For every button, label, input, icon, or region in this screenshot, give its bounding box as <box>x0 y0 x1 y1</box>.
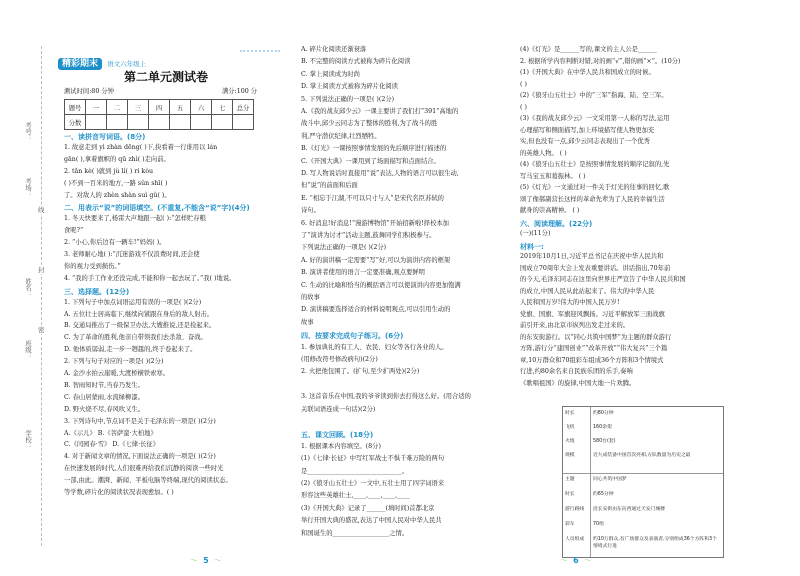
cut-mark-line: 线 <box>38 206 45 214</box>
question-line: gān( ),拿着旗帜的 qū zhì( )走向前。 <box>64 155 170 163</box>
question-line: 是______________________________。 <box>301 467 409 475</box>
question-line: 食呢?” <box>64 227 84 235</box>
question-line: 5. 下列说法正确的一项是( )(2分) <box>301 95 395 103</box>
question-line: 2. 火把他包围了。(扩句,至少扩两处)(2分) <box>301 368 420 376</box>
question-line: 1. 故意走到 yì zhàn dēng( )下,抉看着一行谁用以 lán <box>64 143 218 151</box>
page-number-left: 5 <box>203 556 209 565</box>
question-line: 党旗、国旗、军旗迎风飘扬。习近平解放军三面战旗 <box>520 310 665 318</box>
score-header-cell: 六 <box>191 100 212 115</box>
question-line: A.《示儿》 B.《菩萨蛮·大柏地》 <box>64 429 157 437</box>
section-heading: 材料一: <box>520 242 544 251</box>
cut-mark-secret: 密 <box>38 326 45 334</box>
section-heading: 五、课文回顾。(18分) <box>301 431 374 440</box>
question-line: 《歌唱祖国》的旋律,中国大地一片欢腾。 <box>520 379 636 387</box>
side-label-id: 考号： <box>24 122 32 142</box>
info-value: 约10万群众,有广场群众及表演者,分别组成36个方阵和3个情境式行进 <box>593 537 717 549</box>
score-table <box>64 99 254 130</box>
question-line: 6. 好消息!好消息!“漫游博物馆”开始招新啦!择校本加 <box>301 219 449 227</box>
question-line: A. 五位壮士居高临下,继续向紧跟在身后的敌人射击。 <box>64 310 214 318</box>
info-value: 160余架 <box>593 425 612 430</box>
question-line: 2019年10月1日,习近平总书记在庆祝中华人民共和 <box>520 253 664 260</box>
question-line: 的东安街游行。以“同心共筑中国梦”为主题的群众游行 <box>520 333 672 341</box>
question-line: 的英雄人物。 ( ) <box>520 149 567 157</box>
question-line: 实,但也没有一点,邱少云同志表现出了一个优秀 <box>520 138 650 145</box>
info-label: 时长 <box>565 411 575 416</box>
question-line: (用修改符号修改病句)(2分) <box>301 356 378 363</box>
question-line: 行进,约80余名来自民族乐团的乐手,奏响 <box>520 368 633 375</box>
info-label: 彩车 <box>565 522 575 527</box>
section-heading: 四、按要求完成句子练习。(6分) <box>301 332 404 341</box>
section-heading: 三、选择题。(12分) <box>64 287 130 296</box>
question-line: 4. “我的手工作业还没完成,不能和你一起去玩了。”我( )地说。 <box>64 274 236 282</box>
section-heading: 一、读拼音写词语。(8分) <box>64 133 146 141</box>
question-line: 3. 老师耐心地( ):“沉迷游戏不仅浪费时间,还会使 <box>64 251 200 258</box>
info-divider-vertical <box>590 407 591 557</box>
section-heading: 二、用表示“说”的词语填空。(不重复,不能含“说”字)(4分) <box>64 204 250 213</box>
score-header-cell: 七 <box>212 100 233 115</box>
question-line: 但“说”的前面和后面 <box>301 182 358 190</box>
score-header-cell: 四 <box>149 100 170 115</box>
question-line: D. 野火烧不尽,春风吹又生。 <box>64 405 145 413</box>
question-line: 一部,由此。潮湃、新闻、平板电脑等终端,现代的阅读状态。 <box>64 477 232 485</box>
info-value: 580台(套) <box>593 439 616 444</box>
question-line: 诗句。 <box>301 207 320 215</box>
score-cell <box>128 115 149 130</box>
question-line: 1. 冬天快要来了,杨雷大声地跟一起( ):“怎样贮存粮 <box>64 215 206 223</box>
score-label: 满分:100 分 <box>222 88 258 95</box>
side-label-class: 班级： <box>24 340 32 360</box>
score-row-label: 分数 <box>65 115 86 130</box>
question-line: 国成立70周年大会上发表重要讲话。讲话指出,70年前 <box>520 264 671 272</box>
page-number-right: 6 <box>573 556 579 565</box>
question-line: 利,严守潜伏纪律,壮烈牺牲。 <box>301 132 381 140</box>
question-line: 心理描写和侧面描写,加上环境描写使人物更加充 <box>520 126 655 134</box>
score-cell <box>86 115 107 130</box>
question-line: (2)《狼牙山五壮士》中的“三军”指海、陆、空三军。 <box>520 92 668 99</box>
score-header-cell: 二 <box>107 100 128 115</box>
info-label: 规模 <box>565 453 575 458</box>
question-line: 4. 对于新闻文章的情况,下面说法正确的一项是( )(2分) <box>64 453 216 461</box>
info-label: 飞机 <box>565 425 575 430</box>
question-line: B.《灯光》一课按照事情发展的先后顺序进行描述的 <box>301 145 447 153</box>
question-line: 1. 参加典礼的有工人、农民、妇女等各行各业的人。 <box>301 343 448 351</box>
question-line: 1. 下列句子中加点词语运用有误的一项是( )(2分) <box>64 298 202 306</box>
score-cell <box>233 115 254 130</box>
info-value: 近九成装备中国首次亮相,方队数量为历史之最 <box>593 453 691 458</box>
wave-icon: 〜 <box>213 556 222 565</box>
question-line: 3. 下列诗句中,节点词不是关于毛泽东的一项是( )(2分) <box>64 417 216 425</box>
question-line: A. 金沙水拍云崖暖,大渡桥横铁索寒。 <box>64 370 170 377</box>
question-line: (一)(11分) <box>520 230 551 237</box>
question-line: D. 写人物说话时直接用“说”表达,人物的语言可以很生动, <box>301 170 459 177</box>
score-header-cell: 五 <box>170 100 191 115</box>
question-line: 写马宝玉和葛振林。 ( ) <box>520 172 586 180</box>
info-label: 主题 <box>565 477 575 482</box>
question-line: 等学数,碎片化的阅读状况表现愈加。( ) <box>64 489 174 496</box>
wave-icon: 〜 <box>560 556 568 565</box>
score-header-cell: 题号 <box>65 100 86 115</box>
time-label: 测试时间:80 分钟 <box>64 88 114 95</box>
score-header-cell: 三 <box>128 100 149 115</box>
question-line: (3)《开国大典》记录了______(填时间)首都北京 <box>301 504 435 512</box>
question-line: 了“演讲为讨才”活动主题,鼓舞同学们积极参与。 <box>301 232 436 239</box>
cut-mark-seal: 封 <box>38 266 45 274</box>
wave-icon: 〜 <box>190 556 198 565</box>
question-line: (1)《七律·长征》中写红军战士不惧千难万险的两句 <box>301 455 445 463</box>
header-dots <box>240 50 280 52</box>
question-line: 了。对敌人的 zhèn shàn suì gǔ( )。 <box>64 191 171 199</box>
question-line: B. 不完整的阅读方式被称为碎片化阅读 <box>301 58 411 66</box>
info-label: 游行路线 <box>565 507 585 512</box>
question-line: C. 掌上阅读成为时尚 <box>301 70 360 78</box>
question-line: 故事 <box>301 318 314 326</box>
score-header-cell: 一 <box>86 100 107 115</box>
score-cell <box>212 115 233 130</box>
question-line: C.《闰园春·雪》 D.《七律·长征》 <box>64 441 159 449</box>
question-line: 举行开国大典的盛况,表达了中国人民对中华人民共 <box>301 517 442 525</box>
parade-info-table <box>562 406 724 558</box>
question-line: 3. 这首音乐在中国,我的爷爷读到你去打得这么好。(用合适的 <box>301 393 471 401</box>
question-line: 的今天,毛泽东同志在这里向世界庄严宣告了中华人民共和国 <box>520 276 686 283</box>
question-line: A. 碎片化阅读还渐衰落 <box>301 46 367 53</box>
question-line: 战斗中,邱少云同志为了整体的胜利,为了战斗的胜 <box>301 120 438 128</box>
binding-dash-line <box>41 46 42 546</box>
score-cell <box>191 115 212 130</box>
question-line: (3)《我的战友邱少云》一文采用第一人称的写法,运用 <box>520 115 670 122</box>
question-line: 的成立,中国人民从此站起来了。伟大的中华人民 <box>520 287 655 295</box>
question-line: (4)《狼牙山五壮士》是按照事情发展的顺序记叙的,先 <box>520 161 670 168</box>
question-line: (2)《狼牙山五壮士》一文中,五壮士用了四字词语来 <box>301 480 445 487</box>
info-label: 人员组成 <box>565 537 585 542</box>
page-number-right-group <box>560 548 592 567</box>
question-line: 献身的崇高精神。 ( ) <box>520 207 580 214</box>
brand-logo: 精彩期末 <box>58 58 102 70</box>
question-line: B. 交通局推出了一级保卫办法,大嫂推说,还是捡起来。 <box>64 322 216 330</box>
question-line: 2. tǎn kè( )就到 jù lí( ) ri kòu <box>64 167 154 175</box>
question-line: (5)《灯光》一文通过对一件关于灯光的往事的回忆,歌 <box>520 184 670 191</box>
side-label-school: 学校： <box>24 430 32 450</box>
question-line: D. 掌上阅读方式被称为碎片化阅读 <box>301 83 398 91</box>
side-label-room: 考场： <box>24 178 32 198</box>
question-line: D. 演讲稿要选择适合的材料说明观点,可以引用生动的 <box>301 306 451 314</box>
question-line: D. 他体质孱弱,走一步一趔趄的,终于卷起来了。 <box>64 346 197 354</box>
question-line: 2. “小心,你后边有一辆车!”妈妈( )。 <box>64 239 166 247</box>
question-line: 颂了像郝副营长这样的革命先辈为了人民的幸福生活 <box>520 195 665 203</box>
info-value: 约80分钟 <box>593 411 614 416</box>
question-line: ( ) <box>520 103 527 111</box>
question-line: 前引开来,由北京市纵列出发走过来的。 <box>520 322 630 329</box>
wave-icon: 〜 <box>583 556 592 565</box>
question-line: 2. 下列与句子对应的一项是( )(2分) <box>64 358 164 366</box>
page-title: 第二单元测试卷 <box>124 70 209 84</box>
question-line: (1)《开国大典》在中华人民共和国成立的时候。 <box>520 69 655 76</box>
info-value: 70组 <box>593 522 604 527</box>
question-line: C.《开国大典》一课用到了场面描写和点面结合。 <box>301 157 440 165</box>
question-line: 你的视力受到损伤。” <box>64 262 121 270</box>
info-value: 同心共筑中国梦 <box>593 477 627 482</box>
score-cell <box>149 115 170 130</box>
side-label-name: 姓名： <box>24 278 32 298</box>
info-value: 约65分钟 <box>593 492 614 497</box>
info-divider-horizontal <box>563 473 723 474</box>
score-cell <box>107 115 128 130</box>
question-line: 人民和国万岁!伟大的中国人民万岁! <box>520 299 620 306</box>
question-line: B. 演讲者使用的语言一定要准确,观点要鲜明 <box>301 269 425 277</box>
question-line: A. 好的演讲稿一定需要“写”好,可以为演讲内容的框架 <box>301 256 451 264</box>
info-label: 火炮 <box>565 439 575 444</box>
question-line: A.《我的战友邱少云》一课主要讲了我们打“391”高地的 <box>301 108 459 115</box>
question-line: 关联词语连成一句话)(2分) <box>301 405 376 413</box>
info-value: 沿长安街由东向西通过天安门城楼 <box>593 507 665 512</box>
question-line: C. 为了革命的胜利,他亲自带领我们去杀敌、奋战。 <box>64 334 207 342</box>
question-line: B. 智雨知时节,当春乃发生。 <box>64 381 144 389</box>
question-line: 章,10万群众和70组彩车组成36个方阵和3个情境式 <box>520 356 664 364</box>
question-line: 2. 根据所学内容判断对错,对的画“√”,错的画“×”。(10分) <box>520 57 681 65</box>
subject-label: 语文六年级上 <box>107 60 147 68</box>
score-cell <box>170 115 191 130</box>
question-line: 形容这些英雄壮士,____,____,____,____ <box>301 492 410 500</box>
info-label: 时长 <box>565 492 575 497</box>
question-line: 在快速发展的时代,人们很难再给我们沉静的阅读一些时光 <box>64 465 224 473</box>
section-heading: 六、阅读理解。(22分) <box>520 219 593 228</box>
page-number-left-group <box>190 548 222 567</box>
question-line: 下列说法正确的一项是( )(2分) <box>301 244 387 252</box>
question-line: (4)《灯光》是______写的,课文的主人公是______ <box>520 46 657 53</box>
score-header-cell: 总分 <box>233 100 254 115</box>
question-line: 的故事 <box>301 294 320 301</box>
question-line: C. 生动的比喻和恰当的概括语言可以使演讲内容更加饱满 <box>301 281 461 289</box>
question-line: C. 春山居蒙雨,水流绿柳漆。 <box>64 393 144 401</box>
question-line: 1. 根据课本内容填空。(8分) <box>301 442 381 450</box>
question-line: ( )不到一百米的地方,一路 sǔn shī( ) <box>64 179 168 187</box>
question-line: 方阵,游行分“建国创业”“改革开放”“伟大复兴”三个篇 <box>520 345 668 352</box>
question-line: ( ) <box>520 80 527 88</box>
question-line: 和国诞生的__________________之情。 <box>301 529 409 537</box>
question-line: E. “相忘于江湖,不可以只寸与人”是宋代名臣苏轼的 <box>301 194 444 202</box>
